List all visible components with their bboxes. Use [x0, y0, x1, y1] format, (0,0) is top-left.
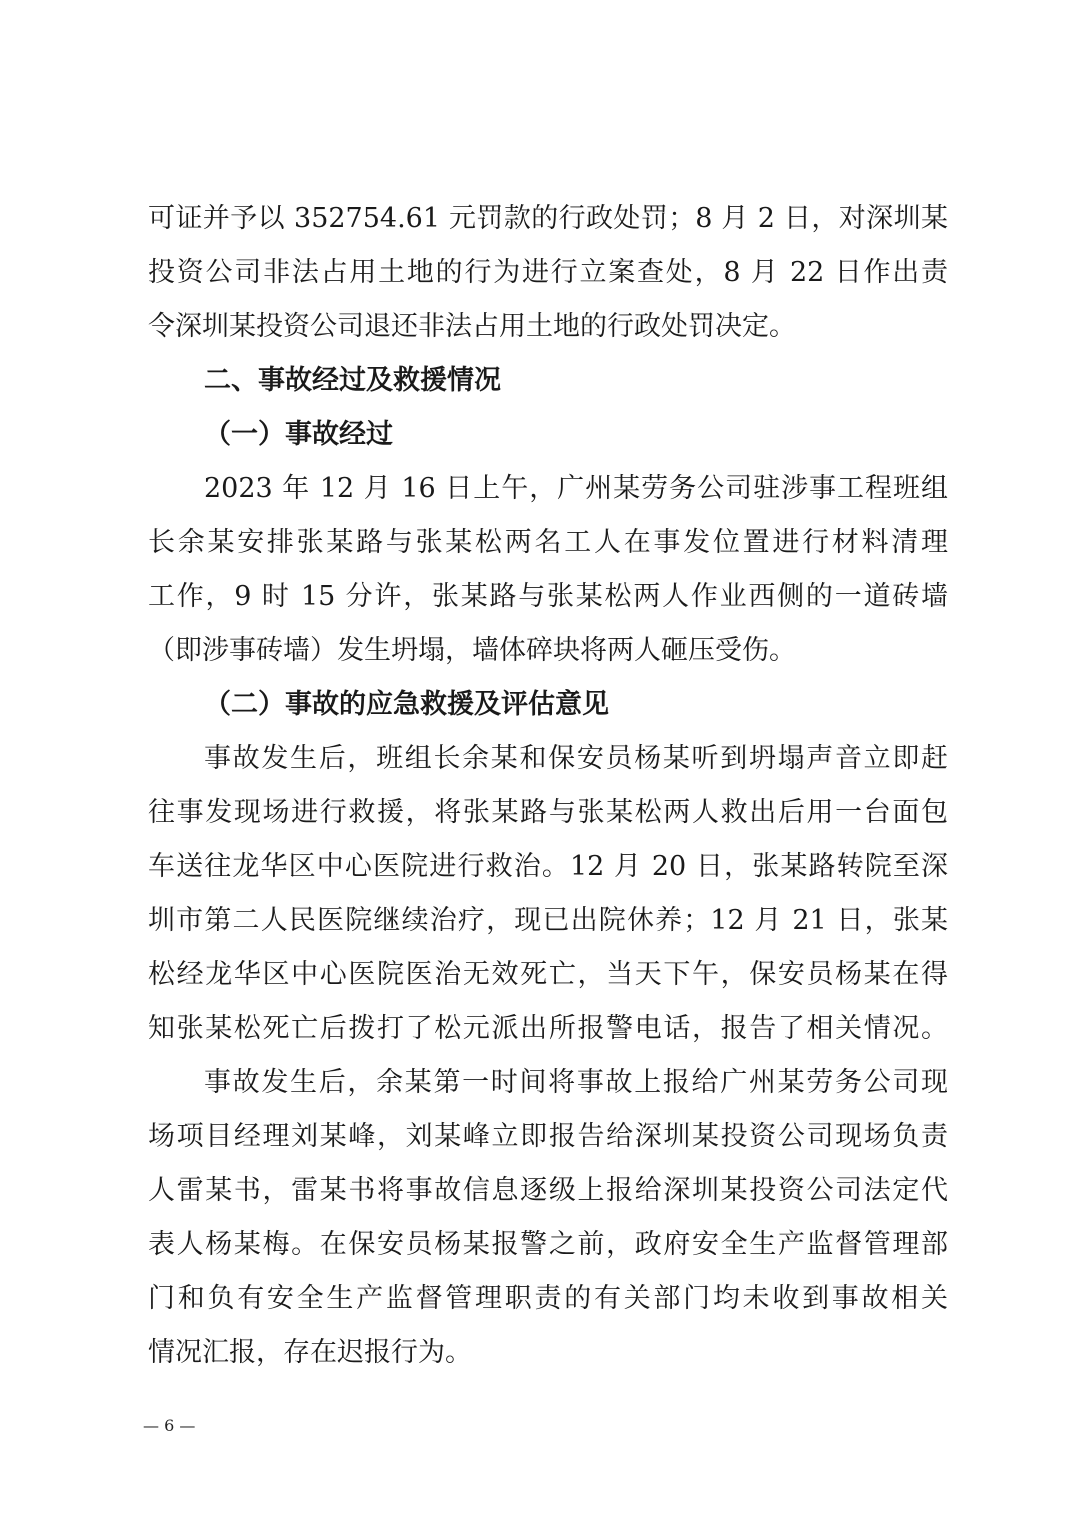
text-line: 往事发现场进行救援，将张某路与张某松两人救出后用一台面包: [148, 797, 948, 828]
text-line: （即涉事砖墙）发生坍塌，墙体碎块将两人砸压受伤。: [148, 635, 796, 666]
text-line: 长余某安排张某路与张某松两名工人在事发位置进行材料清理: [148, 527, 948, 558]
text-line: 场项目经理刘某峰，刘某峰立即报告给深圳某投资公司现场负责: [148, 1121, 948, 1152]
paragraph-emergency-rescue: [148, 732, 948, 1056]
text-line: 圳市第二人民医院继续治疗，现已出院休养；12 月 21 日，张某: [148, 905, 948, 936]
paragraph-accident-process: [148, 462, 948, 678]
text-line: 松经龙华区中心医院医治无效死亡，当天下午，保安员杨某在得: [148, 959, 948, 990]
document-body: [148, 192, 948, 1380]
text-line: 人雷某书，雷某书将事故信息逐级上报给深圳某投资公司法定代: [148, 1175, 948, 1206]
subsection-heading-emergency-rescue: （二）事故的应急救援及评估意见: [204, 689, 609, 720]
text-line: 事故发生后，余某第一时间将事故上报给广州某劳务公司现: [204, 1067, 948, 1098]
subsection-heading-accident-process: （一）事故经过: [204, 419, 393, 450]
text-line: 事故发生后，班组长余某和保安员杨某听到坍塌声音立即赶: [204, 743, 948, 774]
text-line: 投资公司非法占用土地的行为进行立案查处，8 月 22 日作出责: [148, 257, 948, 288]
text-line: 2023 年 12 月 16 日上午，广州某劳务公司驻涉事工程班组: [204, 473, 948, 504]
text-line: 车送往龙华区中心医院进行救治。12 月 20 日，张某路转院至深: [148, 851, 948, 882]
text-line: 工作，9 时 15 分许，张某路与张某松两人作业西侧的一道砖墙: [148, 581, 948, 612]
text-line: 令深圳某投资公司退还非法占用土地的行政处罚决定。: [148, 311, 796, 342]
paragraph-continued: [148, 192, 948, 354]
text-line: 知张某松死亡后拨打了松元派出所报警电话，报告了相关情况。: [148, 1013, 948, 1044]
section-heading: 二、事故经过及救援情况: [204, 365, 501, 396]
paragraph-reporting: [148, 1056, 948, 1380]
text-line: 表人杨某梅。在保安员杨某报警之前，政府安全生产监督管理部: [148, 1229, 948, 1260]
text-line: 情况汇报，存在迟报行为。: [148, 1337, 472, 1368]
text-line: 门和负有安全生产监督管理职责的有关部门均未收到事故相关: [148, 1283, 948, 1314]
text-line: 可证并予以 352754.61 元罚款的行政处罚；8 月 2 日，对深圳某: [148, 203, 948, 234]
page-number: — 6 —: [143, 1416, 196, 1435]
